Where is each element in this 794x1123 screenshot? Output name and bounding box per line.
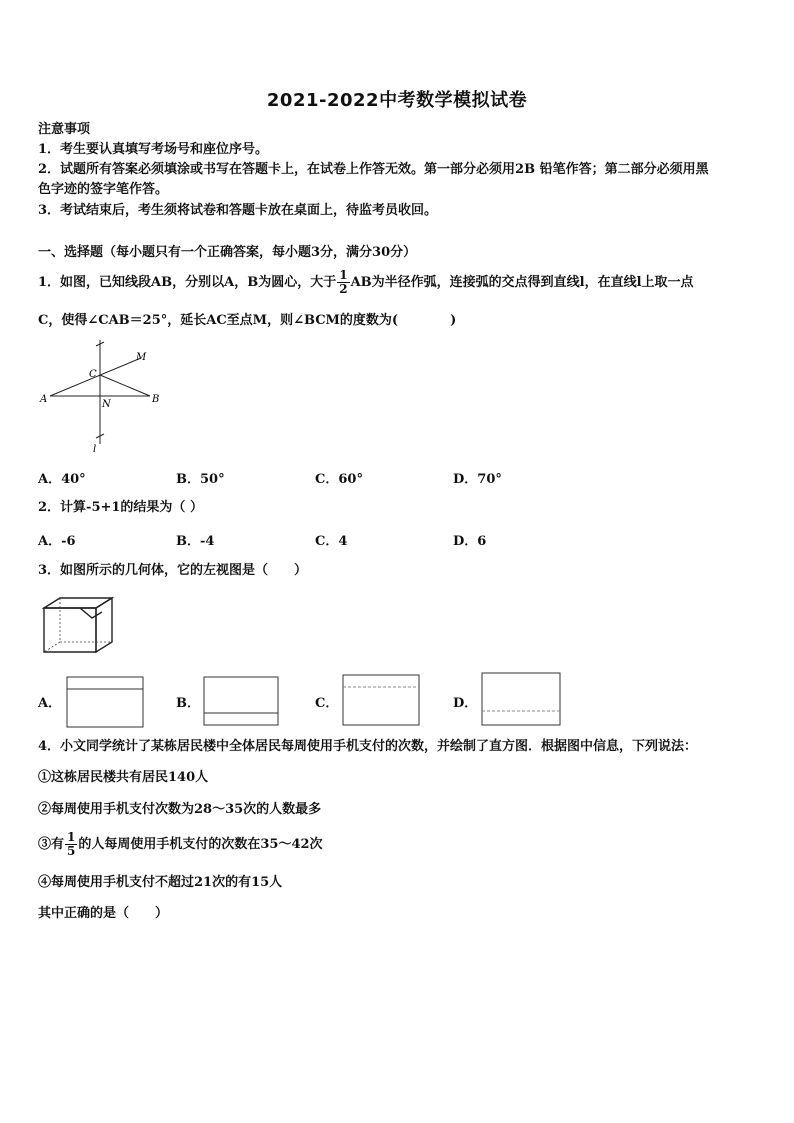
q3-option-b-label[interactable]: B． [176, 696, 200, 711]
q1-text-b: AB为半径作弧，连接弧的交点得到直线l，在直线l上取一点 [350, 275, 694, 290]
q2-option-a[interactable]: A．-6 [38, 534, 76, 549]
q2-option-c[interactable]: C．4 [315, 534, 348, 549]
q4-stem: 4．小文同学统计了某栋居民楼中全体居民每周使用手机支付的次数，并绘制了直方图．根据图中信息，下列说法： [38, 739, 698, 754]
label-l: l [93, 444, 97, 455]
solid-side-face [96, 598, 112, 652]
q1-fraction: $\frac{1}{2}$ [339, 268, 348, 296]
segment-CB [100, 375, 150, 396]
q1-stem-line2: C，使得∠CAB＝25°，延长AC至点M，则∠BCM的度数为( ) [38, 313, 457, 328]
solid-top-face [44, 598, 112, 608]
exam-title: 2021-2022中考数学模拟试卷 [266, 90, 528, 111]
notice-heading: 注意事项 [38, 122, 91, 137]
q2-stem: 2．计算-5+1的结果为（ ） [38, 500, 203, 515]
q1-option-c[interactable]: C．60° [315, 472, 363, 487]
q4-statement-1: ①这栋居民楼共有居民140人 [38, 770, 209, 785]
label-A: A [40, 394, 48, 405]
q4-s3-text-b: 的人每周使用手机支付的次数在35～42次 [78, 837, 323, 852]
notice-item-1: 1．考生要认真填写考场号和座位序号。 [38, 142, 269, 157]
q3-option-c-label[interactable]: C． [315, 696, 339, 711]
q3-stem: 3．如图所示的几何体，它的左视图是（ ） [38, 563, 308, 578]
q2-option-d[interactable]: D．6 [453, 534, 487, 549]
q1-option-b[interactable]: B．50° [176, 472, 225, 487]
q1-option-a[interactable]: A．40° [38, 472, 86, 487]
q4-s3-text-a: ③有 [38, 837, 65, 852]
label-M: M [136, 352, 147, 363]
q3-option-a-view[interactable] [66, 676, 144, 728]
q1-stem-line1 [38, 266, 694, 300]
q4-statement-3 [38, 828, 323, 862]
solid-cut-edge [80, 608, 102, 618]
q2-option-b[interactable]: B．-4 [176, 534, 215, 549]
q1-option-d[interactable]: D．70° [453, 472, 502, 487]
notice-item-3: 3．考试结束后，考生须将试卷和答题卡放在桌面上，待监考员收回。 [38, 203, 438, 218]
q3-option-c-view[interactable] [342, 674, 420, 726]
q3-option-b-view[interactable] [203, 676, 279, 726]
label-C: C [89, 369, 97, 380]
q1-text-a: 1．如图，已知线段AB，分别以A，B为圆心，大于 [38, 275, 337, 290]
label-B: B [152, 394, 160, 405]
label-N: N [102, 399, 111, 410]
q4-question: 其中正确的是（ ） [38, 906, 169, 921]
q4-statement-2: ②每周使用手机支付次数为28～35次的人数最多 [38, 802, 322, 817]
q3-option-a-label[interactable]: A． [38, 696, 62, 711]
q4-statement-4: ④每周使用手机支付不超过21次的有15人 [38, 875, 283, 890]
q3-option-d-label[interactable]: D． [453, 696, 478, 711]
q1-geometry-figure [38, 338, 168, 456]
q3-option-d-view[interactable] [481, 672, 561, 726]
q3-solid-figure [38, 594, 118, 658]
hidden-edge-diagonal [44, 642, 60, 652]
section-heading: 一、选择题（每小题只有一个正确答案，每小题3分，满分30分） [38, 245, 417, 260]
notice-item-2-cont: 色字迹的签字笔作答。 [38, 182, 169, 197]
q4-fraction: $\frac{1}{5}$ [67, 830, 76, 858]
notice-item-2: 2．试题所有答案必须填涂或书写在答题卡上，在试卷上作答无效。第一部分必须用2B 铅笔作答；第二部分必须用黑 [38, 162, 709, 177]
